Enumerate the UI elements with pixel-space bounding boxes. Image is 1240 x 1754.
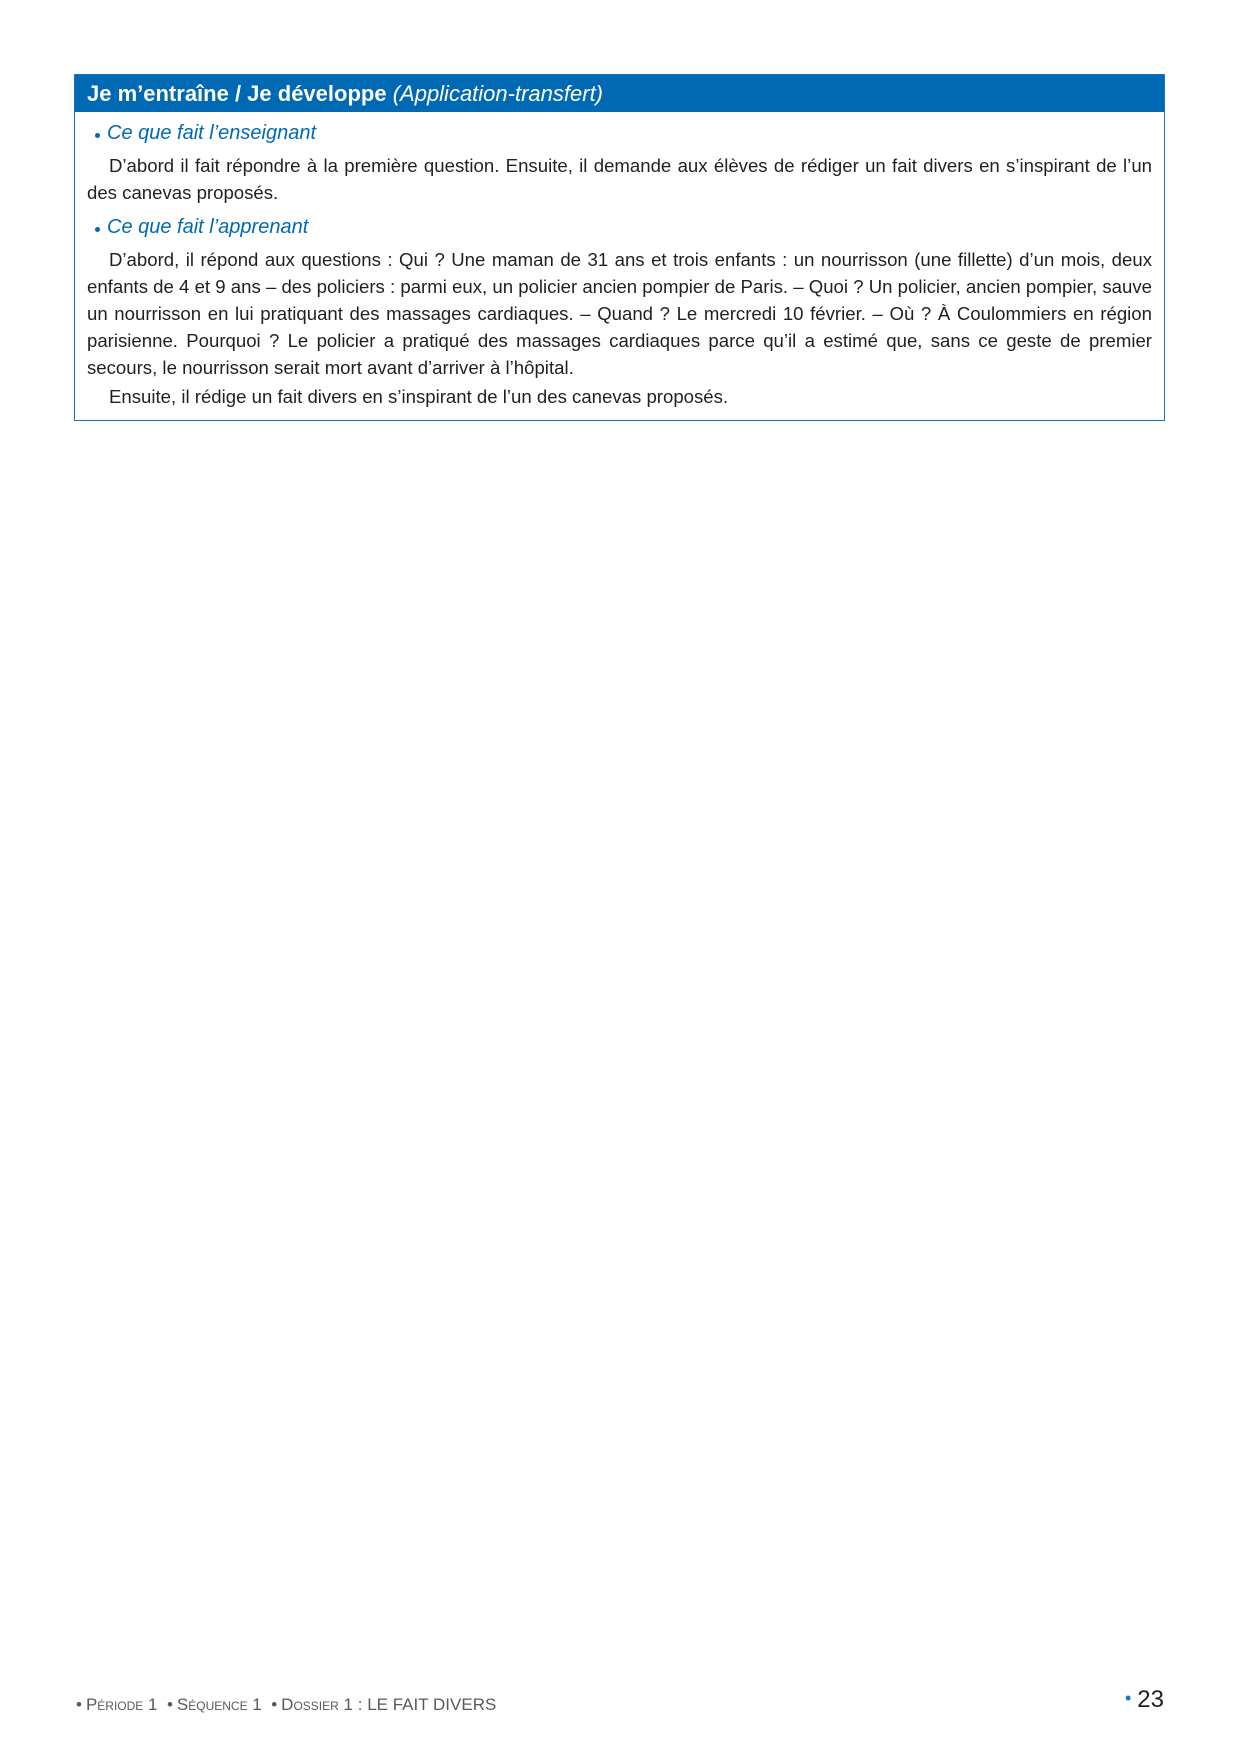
footer-separator: : [357,1695,363,1714]
learner-paragraph-1: D’abord, il répond aux questions : Qui ? Une maman de 31 ans et trois enfants : un nourrisson (une fillette) d’un mois, deux enfants de 4 et 9 ans – des policiers : parmi eux, un policier ancien pompier de Paris. – Quoi ? Un policier, ancien pompier, sauve un nourrisson en lui pratiquant des massages cardiaques. – Quand ? Le mercredi 10 février. – Où ? À Coulommiers en région parisienne. Pourquoi ? Le policier a pratiqué des massages cardiaques parce qu’il a estimé que, sans ce geste de premier secours, le nourrisson serait mort avant d’arriver à l’hôpital. [87,249,1152,378]
teacher-paragraph: D’abord il fait répondre à la première question. Ensuite, il demande aux élèves de rédiger un fait divers en s’inspirant de l’un des canevas proposés. [87,155,1152,203]
bullet-icon [95,227,100,232]
page-number-block [1125,1686,1164,1714]
footer-periode: Période 1 [85,1695,158,1714]
footer-topic: LE FAIT DIVERS [367,1695,497,1714]
box-subtitle: (Application-transfert) [392,81,604,106]
learner-paragraph-2: Ensuite, il rédige un fait divers en s’inspirant de l’un des canevas proposés. [109,386,729,407]
page-number: 23 [1137,1686,1164,1713]
footer-dossier: Dossier 1 [281,1695,353,1714]
bullet-icon [95,133,100,138]
bullet-icon: • [1124,1688,1132,1708]
section-heading-learner [95,214,1164,240]
box-header [75,75,1164,112]
bullet-icon: • [76,1695,82,1714]
section-heading-text: Ce que fait l’apprenant [107,216,309,238]
activity-box [74,74,1165,421]
section-heading-teacher [95,120,1164,146]
running-footer [76,1695,496,1715]
bullet-icon: • [166,1695,173,1714]
bullet-icon: • [271,1695,278,1714]
box-title: Je m’entraîne / Je développe [87,81,387,106]
footer-sequence: Séquence 1 [176,1695,262,1714]
section-heading-text: Ce que fait l’enseignant [107,122,317,144]
